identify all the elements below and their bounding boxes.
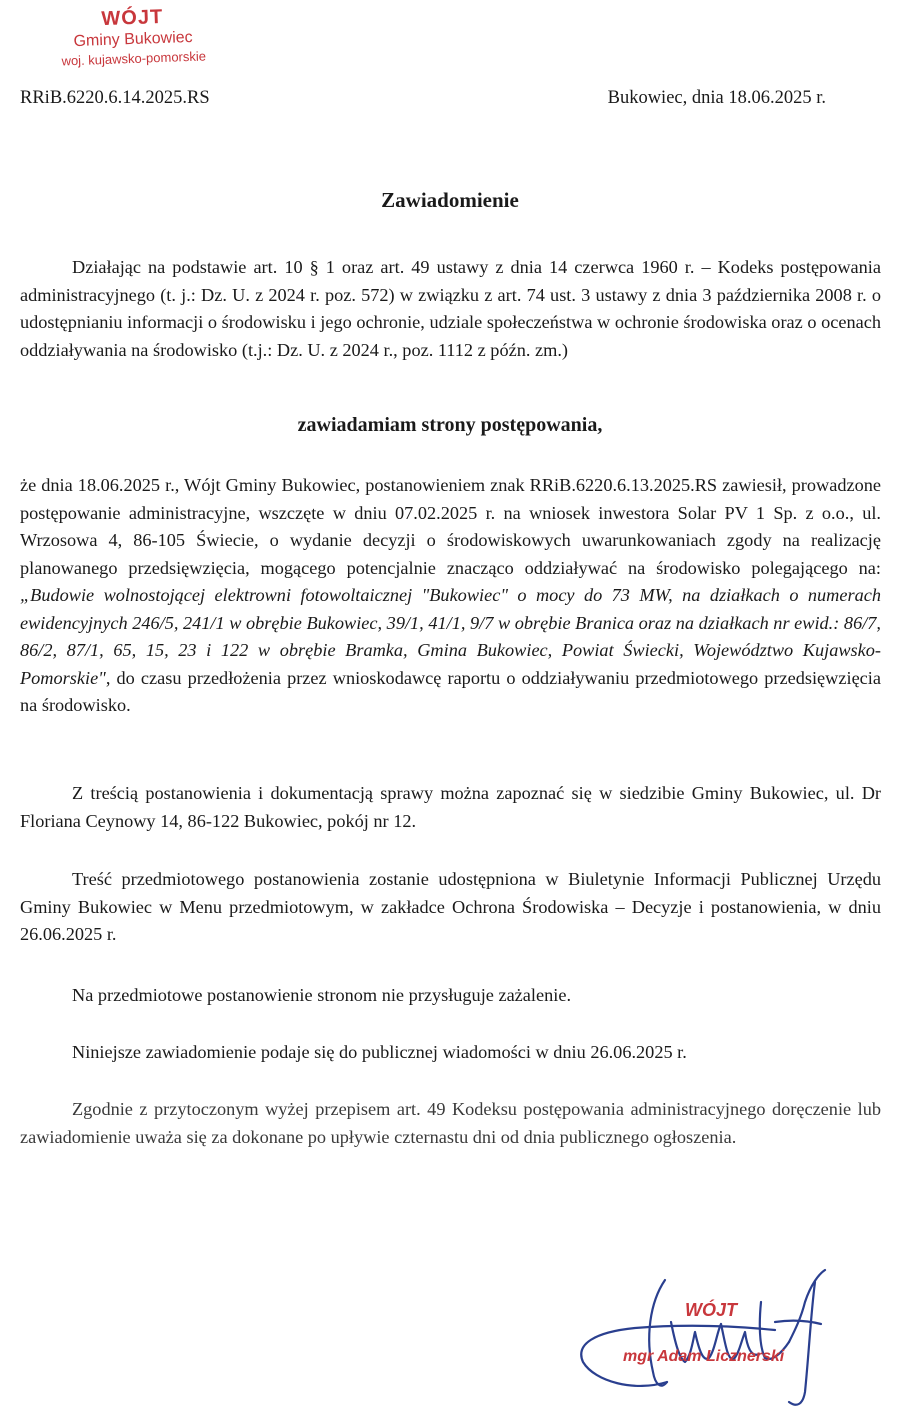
signature-stamp-title: WÓJT bbox=[685, 1300, 737, 1320]
decision-text: że dnia 18.06.2025 r., Wójt Gminy Bukowiec, postanowieniem znak RRiB.6220.6.13.2025.RS zawiesił, prowadzone postępowanie administracyjne, wszczęte w dniu 07.02.2025 r. na wniosek inwestora Solar PV 1 Sp. z o.o., ul. Wrzosowa 4, 86-105 Świecie, o wydanie decyzji o środowiskowych uwarunkowaniach zgody na realizację planowanego przedsięwzięcia, mogącego potencjalnie znacząco oddziaływać na środowisko polegającego na: bbox=[20, 475, 881, 578]
signature-stamp-name: mgr Adam Licznerski bbox=[623, 1348, 785, 1365]
bip-paragraph: Treść przedmiotowego postanowienia zostanie udostępniona w Biuletynie Informacji Publicznej Urzędu Gminy Bukowiec w Menu przedmiotowym, w zakładce Ochrona Środowiska – Decyzje i postanowienia, w dniu 26.06.2025 r. bbox=[20, 869, 881, 944]
legal-effect-paragraph: Zgodnie z przytoczonym wyżej przepisem art. 49 Kodeksu postępowania administracyjnego doręczenie lub zawiadomienie uważa się za dokonane po upływie czternastu dni od dnia publicznego ogłoszenia. bbox=[20, 1099, 881, 1147]
document-title: Zawiadomienie bbox=[381, 188, 519, 212]
public-notice-paragraph: Niniejsze zawiadomienie podaje się do publicznej wiadomości w dniu 26.06.2025 r. bbox=[72, 1042, 687, 1062]
reference-number: RRiB.6220.6.14.2025.RS bbox=[20, 88, 210, 108]
office-stamp bbox=[27, 2, 239, 71]
stamp-title: WÓJT bbox=[101, 5, 164, 31]
signature-scribble bbox=[575, 1262, 875, 1412]
place-date: Bukowiec, dnia 18.06.2025 r. bbox=[607, 88, 826, 108]
project-description: „Budowie wolnostojącej elektrowni fotowoltaicznej "Bukowiec" o mocy do 73 MW, na działkach o numerach ewidencyjnych 246/5, 241/1 w obrębie Bukowiec, 39/1, 41/1, 9/7 w obrębie Branica oraz na działkach nr ewid.: 86/7, 86/2, 87/1, 65, 15, 23 i 122 w obrębie Bramka, Gmina Bukowiec, Powiat Świecki, Województwo Kujawsko-Pomorskie" bbox=[20, 585, 881, 688]
decision-paragraph bbox=[20, 472, 881, 720]
signature-block bbox=[575, 1262, 875, 1412]
stamp-voivodeship: woj. kujawsko-pomorskie bbox=[61, 48, 207, 69]
notice-heading: zawiadamiam strony postępowania, bbox=[297, 414, 603, 436]
access-paragraph: Z treścią postanowienia i dokumentacją sprawy można zapoznać się w siedzibie Gminy Bukowiec, ul. Dr Floriana Ceynowy 14, 86-122 Bukowiec, pokój nr 12. bbox=[20, 783, 881, 831]
no-appeal-paragraph: Na przedmiotowe postanowienie stronom nie przysługuje zażalenie. bbox=[72, 985, 572, 1005]
stamp-municipality: Gminy Bukowiec bbox=[73, 28, 193, 51]
decision-text-end: , do czasu przedłożenia przez wnioskodawcę raportu o oddziaływaniu przedmiotowego przedsięwzięcia na środowisko. bbox=[20, 667, 881, 715]
legal-basis-paragraph: Działając na podstawie art. 10 § 1 oraz art. 49 ustawy z dnia 14 czerwca 1960 r. – Kodeks postępowania administracyjnego (t. j.: Dz. U. z 2024 r. poz. 572) w związku z art. 74 ust. 3 ustawy z dnia 3 października 2008 r. o udostępnianiu informacji o środowisku i jego ochronie, udziale społeczeństwa w ochronie środowiska oraz o ocenach oddziaływania na środowisko (t.j.: Dz. U. z 2024 r., poz. 1112 z późn. zm.) bbox=[20, 257, 881, 360]
